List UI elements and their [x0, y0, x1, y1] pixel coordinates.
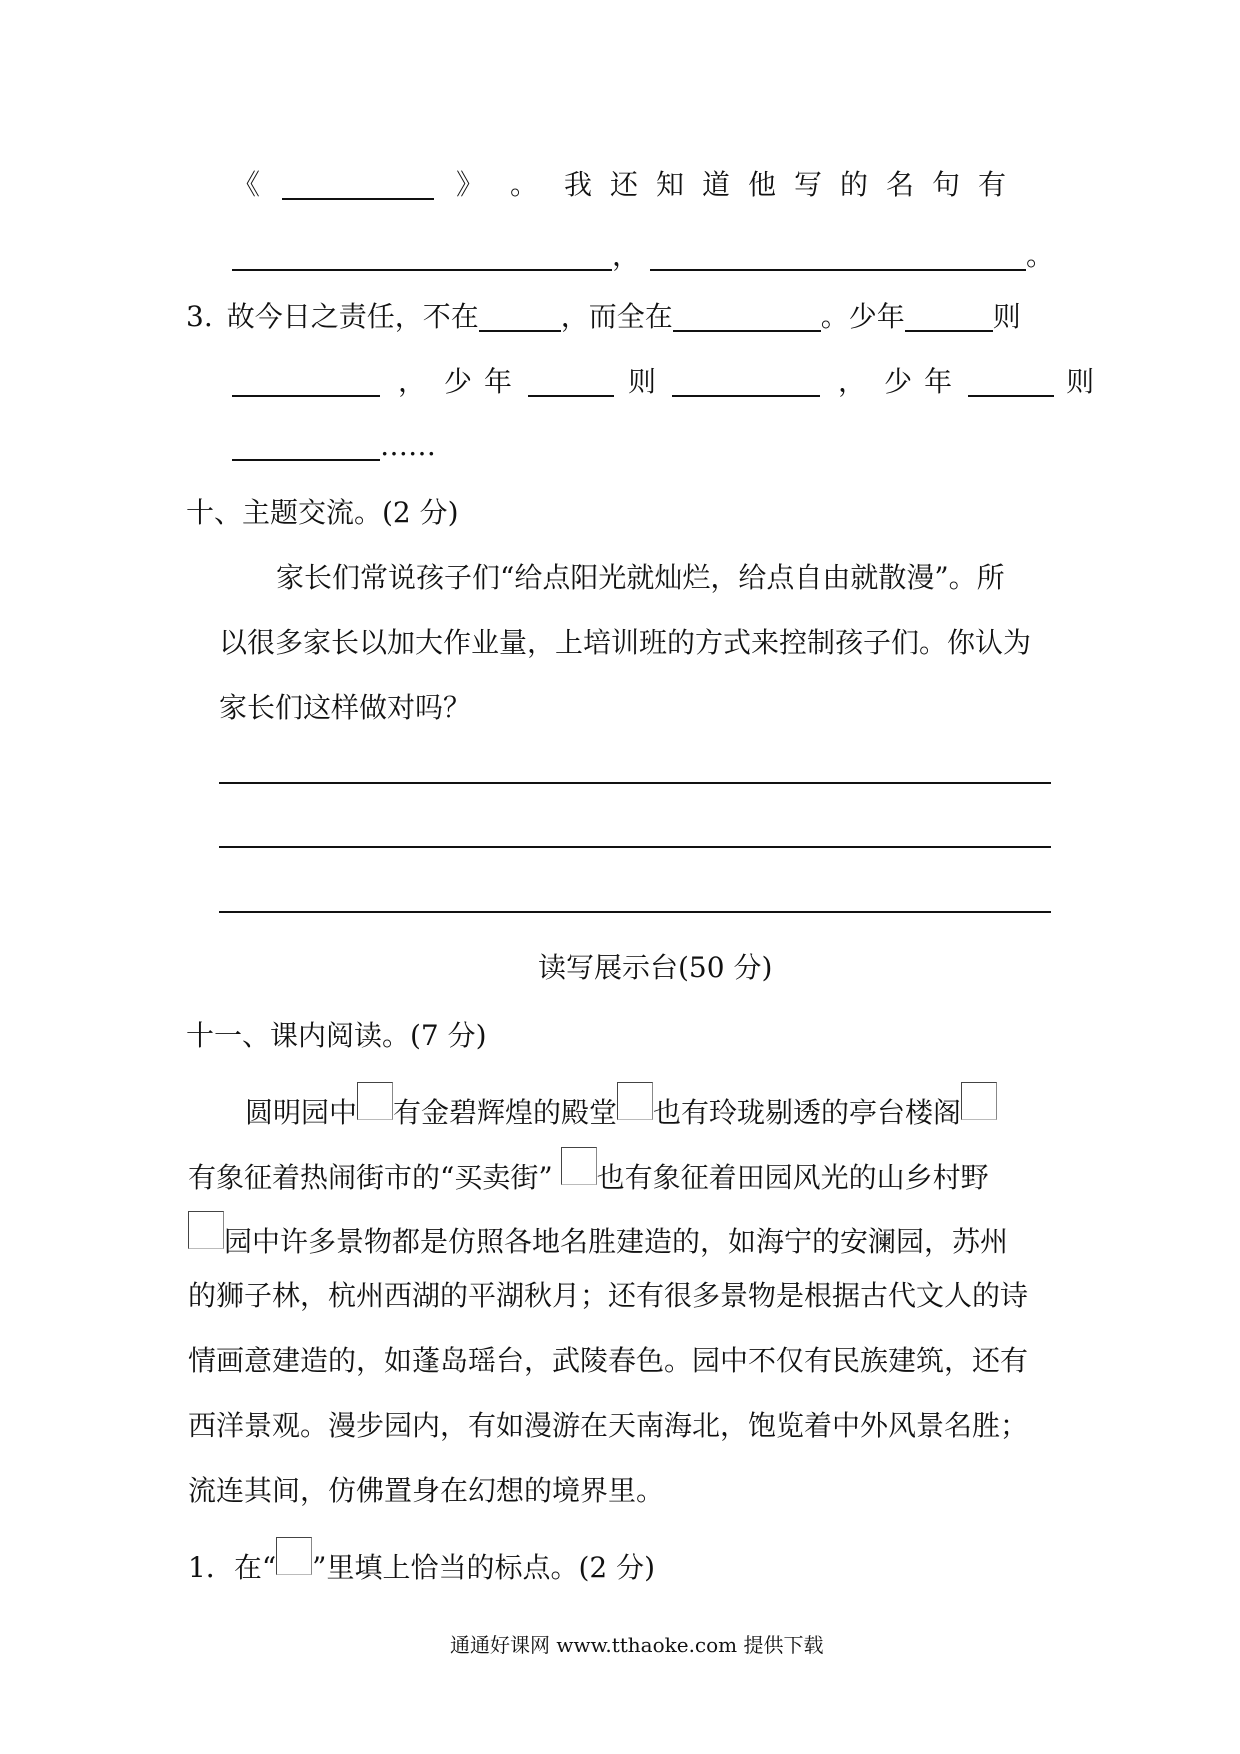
famous-lines-answer-line: [232, 236, 1054, 276]
famous-lines-prompt: 我还知道他写的名句有: [564, 168, 1025, 201]
question-text: ”里填上恰当的标点。(2 分): [312, 1551, 656, 1584]
q3-blank-4[interactable]: [232, 365, 380, 397]
period-mark: 。: [510, 168, 539, 201]
section-10-paragraph-line-2: 以很多家长以加大作业量，上培训班的方式来控制孩子们。你认为: [219, 626, 1032, 659]
q3-text-a: 故今日之责任，不在: [226, 300, 479, 333]
q3-blank-2[interactable]: [673, 300, 821, 332]
book-title-blank[interactable]: [282, 168, 434, 200]
question-3-line-2: [232, 362, 1094, 402]
reading-line-3: [188, 1211, 1008, 1262]
punctuation-box-sample: [276, 1537, 312, 1575]
q3-text-f: 少年: [444, 365, 525, 398]
part-title: 读写展示台(50 分): [538, 951, 773, 984]
section-10-title: 十、主题交流。(2 分): [186, 496, 459, 529]
reading-line-5: 情画意建造的，如蓬岛瑶台，武陵春色。园中不仅有民族建筑，还有: [188, 1344, 1029, 1377]
q3-text-d: 则: [992, 300, 1021, 333]
period-mark: 。: [1026, 239, 1055, 272]
book-title-line: [232, 165, 1024, 205]
punctuation-box-3[interactable]: [961, 1082, 997, 1120]
q3-text-i: 少年: [884, 365, 965, 398]
q3-blank-8[interactable]: [232, 429, 380, 461]
famous-line-blank-1[interactable]: [232, 239, 612, 271]
question-3-line-3: [232, 426, 436, 466]
q3-text-h: ，: [838, 365, 867, 398]
open-title-mark: 《: [232, 168, 261, 201]
reading-text: 圆明园中: [245, 1096, 358, 1129]
q3-text-j: 则: [1066, 365, 1095, 398]
answer-line-2[interactable]: [219, 846, 1051, 848]
reading-text: 有金碧辉煌的殿堂: [393, 1096, 618, 1129]
reading-line-4: 的狮子林，杭州西湖的平湖秋月；还有很多景物是根据古代文人的诗: [188, 1279, 1029, 1312]
close-title-mark: 》: [456, 168, 485, 201]
reading-text: 园中许多景物都是仿照各地名胜建造的，如海宁的安澜园，苏州: [224, 1225, 1009, 1258]
question-3-line-1: [186, 297, 1021, 337]
comma-mark: ，: [612, 239, 641, 272]
section-10-paragraph-line-1: 家长们常说孩子们“给点阳光就灿烂，给点自由就散漫”。所: [276, 561, 1005, 594]
q3-blank-7[interactable]: [968, 365, 1054, 397]
reading-text: 有象征着热闹街市的“买卖街”: [188, 1161, 553, 1194]
footer-credit: 通通好课网 www.tthaoke.com 提供下载: [450, 1633, 824, 1657]
reading-line-7: 流连其间，仿佛置身在幻想的境界里。: [188, 1474, 665, 1507]
reading-line-6: 西洋景观。漫步园内，有如漫游在天南海北，饱览着中外风景名胜；: [188, 1409, 1029, 1442]
famous-line-blank-2[interactable]: [650, 239, 1026, 271]
q3-text-e: ，: [398, 365, 427, 398]
q3-blank-5[interactable]: [528, 365, 614, 397]
q3-text-c: 。少年: [820, 300, 905, 333]
reading-question-1: [188, 1537, 655, 1588]
q3-text-b: ，而全在: [560, 300, 673, 333]
reading-line-1: [245, 1082, 997, 1133]
q3-ellipsis: ……: [380, 429, 436, 462]
answer-line-1[interactable]: [219, 782, 1051, 784]
section-11-title: 十一、课内阅读。(7 分): [186, 1019, 487, 1052]
q3-blank-1[interactable]: [479, 300, 561, 332]
reading-text: 也有象征着田园风光的山乡村野: [596, 1161, 989, 1194]
section-10-paragraph-line-3: 家长们这样做对吗？: [219, 691, 472, 724]
answer-line-3[interactable]: [219, 911, 1051, 913]
punctuation-box-2[interactable]: [617, 1082, 653, 1120]
q3-blank-6[interactable]: [672, 365, 820, 397]
reading-line-2: [188, 1147, 989, 1198]
reading-text: 也有玲珑剔透的亭台楼阁: [653, 1096, 962, 1129]
punctuation-box-1[interactable]: [357, 1082, 393, 1120]
question-number: 3.: [186, 300, 213, 333]
punctuation-box-4[interactable]: [561, 1147, 597, 1185]
punctuation-box-5[interactable]: [188, 1211, 224, 1249]
q3-text-g: 则: [628, 365, 657, 398]
question-text: 1．在“: [188, 1551, 277, 1584]
q3-blank-3[interactable]: [905, 300, 993, 332]
